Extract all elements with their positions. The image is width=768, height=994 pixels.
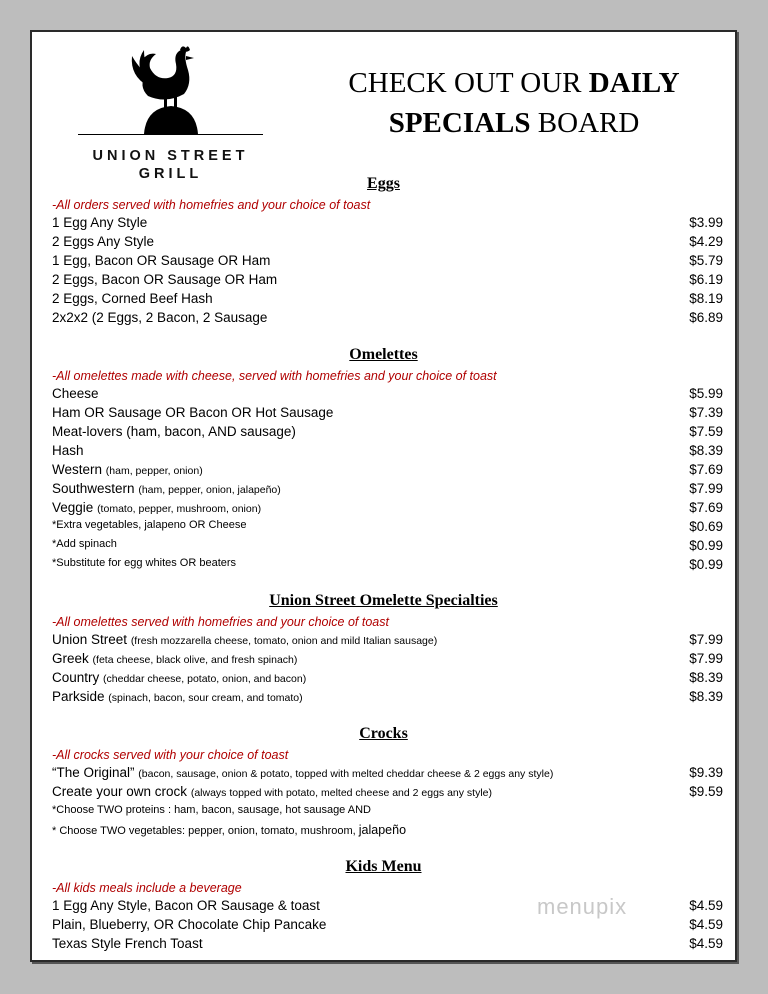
item-price: $7.99: [689, 651, 723, 666]
item-price: $5.99: [689, 386, 723, 401]
item-price: $8.19: [689, 291, 723, 306]
item-description: (always topped with potato, melted cheese and 2 eggs any style): [190, 787, 493, 799]
logo-divider: [78, 134, 263, 135]
item-description: (feta cheese, black olive, and fresh spinach): [92, 654, 298, 666]
item-price: $4.29: [689, 234, 723, 249]
item-price: $7.39: [689, 405, 723, 420]
headline-part1: CHECK OUT OUR: [348, 67, 589, 99]
item-price: $7.59: [689, 424, 723, 439]
crock-vegetables-text: * Choose TWO vegetables: pepper, onion, tomato, mushroom,: [52, 825, 359, 837]
item-name-wrap: [52, 765, 553, 780]
item-price: $4.59: [689, 917, 723, 932]
item-price: $4.59: [689, 898, 723, 913]
menu-item: [52, 784, 723, 803]
item-price: $5.79: [689, 253, 723, 268]
menu-item: [52, 310, 723, 329]
item-name-wrap: [52, 784, 492, 799]
menu-item: [52, 253, 723, 272]
menu-item: [52, 291, 723, 310]
item-description: (ham, pepper, onion): [105, 465, 203, 477]
item-price: $0.99: [689, 557, 723, 572]
item-name: Southwestern: [52, 481, 135, 496]
menupix-watermark: menupix: [537, 894, 628, 919]
logo-name-line1: UNION STREET: [92, 148, 249, 164]
logo-name-line2: GRILL: [138, 166, 203, 182]
menu-item: [52, 689, 723, 708]
menu-item: [52, 538, 723, 557]
item-description: (ham, pepper, onion, jalapeño): [138, 484, 281, 496]
item-description: (bacon, sausage, onion & potato, topped with melted cheddar cheese & 2 eggs any style): [138, 768, 554, 780]
item-name: Cheese: [52, 386, 99, 401]
item-name-wrap: [52, 632, 437, 647]
item-price: $8.39: [689, 670, 723, 685]
item-name: Hash: [52, 443, 84, 458]
menu-item: [52, 215, 723, 234]
item-name: Union Street: [52, 632, 128, 647]
item-name: Meat-lovers (ham, bacon, AND sausage): [52, 424, 296, 439]
item-name: 1 Egg Any Style: [52, 215, 148, 230]
headline-daily: DAILY: [588, 67, 680, 99]
item-name-wrap: [52, 500, 261, 515]
headline-part2: BOARD: [530, 107, 640, 139]
section-note-kids: -All kids meals include a beverage: [52, 881, 242, 895]
menu-page: [30, 30, 737, 962]
item-name-wrap: [52, 651, 297, 666]
item-name: Western: [52, 462, 103, 477]
item-price: $3.99: [689, 215, 723, 230]
item-name-wrap: [52, 689, 303, 704]
headline-line1: [314, 64, 714, 102]
menu-item: [52, 462, 723, 481]
section-note-crocks: -All crocks served with your choice of toast: [52, 748, 289, 762]
item-name: 2x2x2 (2 Eggs, 2 Bacon, 2 Sausage: [52, 310, 268, 325]
item-name: Texas Style French Toast: [52, 936, 203, 951]
item-name: Create your own crock: [52, 784, 188, 799]
item-description: (tomato, pepper, mushroom, onion): [97, 503, 262, 515]
item-name: Plain, Blueberry, OR Chocolate Chip Pancake: [52, 917, 327, 932]
item-name: Ham OR Sausage OR Bacon OR Hot Sausage: [52, 405, 334, 420]
section-title-omelettes: Omelettes: [349, 346, 418, 363]
union-street-grill-logo: [78, 46, 268, 181]
item-price: $7.99: [689, 481, 723, 496]
item-name: 2 Eggs Any Style: [52, 234, 155, 249]
item-description: (spinach, bacon, sour cream, and tomato): [108, 692, 303, 704]
menu-item: [52, 557, 723, 576]
menu-item: [52, 405, 723, 424]
crock-proteins-note: *Choose TWO proteins : ham, bacon, sausage, hot sausage AND: [52, 804, 371, 816]
item-price: $8.39: [689, 689, 723, 704]
item-name: *Add spinach: [52, 538, 117, 550]
headline-specials: SPECIALS: [388, 107, 531, 139]
menu-item: [52, 936, 723, 955]
item-name-wrap: [52, 462, 203, 477]
section-title-eggs: Eggs: [367, 175, 400, 192]
item-name: Veggie: [52, 500, 94, 515]
item-price: $8.39: [689, 443, 723, 458]
item-price: $0.69: [689, 519, 723, 534]
item-name: Country: [52, 670, 100, 685]
menu-item: [52, 765, 723, 784]
menu-item: [52, 272, 723, 291]
item-price: $0.99: [689, 538, 723, 553]
menu-item: [52, 500, 723, 519]
item-name: 2 Eggs, Bacon OR Sausage OR Ham: [52, 272, 278, 287]
item-price: $7.69: [689, 500, 723, 515]
menu-item: [52, 632, 723, 651]
item-name: 1 Egg, Bacon OR Sausage OR Ham: [52, 253, 271, 268]
item-name: 2 Eggs, Corned Beef Hash: [52, 291, 213, 306]
menu-item: [52, 519, 723, 538]
menu-item: [52, 651, 723, 670]
item-price: $7.69: [689, 462, 723, 477]
section-title-kids: Kids Menu: [345, 858, 422, 875]
item-price: $9.39: [689, 765, 723, 780]
section-title-specialties: Union Street Omelette Specialties: [269, 592, 498, 609]
crock-vegetables-note: [52, 823, 406, 837]
section-note-eggs: -All orders served with homefries and your choice of toast: [52, 198, 371, 212]
item-name: 1 Egg Any Style, Bacon OR Sausage & toast: [52, 898, 320, 913]
crock-note: [52, 804, 723, 823]
menu-item: [52, 481, 723, 500]
section-note-omelettes: -All omelettes made with cheese, served with homefries and your choice of toast: [52, 369, 497, 383]
section-title-crocks: Crocks: [359, 725, 408, 742]
item-name: Greek: [52, 651, 89, 666]
item-name: *Extra vegetables, jalapeno OR Cheese: [52, 519, 247, 531]
item-description: (fresh mozzarella cheese, tomato, onion and mild Italian sausage): [130, 635, 438, 647]
item-price: $6.89: [689, 310, 723, 325]
section-note-specialties: -All omelettes served with homefries and your choice of toast: [52, 615, 389, 629]
headline-line2: [314, 104, 714, 142]
crock-note: [52, 823, 723, 842]
menu-item: [52, 234, 723, 253]
menu-item: [52, 443, 723, 462]
item-price: $6.19: [689, 272, 723, 287]
rooster-icon: [126, 46, 216, 136]
item-name-wrap: [52, 481, 281, 496]
item-name: Parkside: [52, 689, 105, 704]
item-price: $7.99: [689, 632, 723, 647]
menu-item: [52, 670, 723, 689]
item-price: $4.59: [689, 936, 723, 951]
crock-vegetables-jalapeno: jalapeño: [358, 823, 407, 837]
item-description: (cheddar cheese, potato, onion, and bacon): [103, 673, 307, 685]
item-name: “The Original”: [52, 765, 135, 780]
item-name: *Substitute for egg whites OR beaters: [52, 557, 237, 569]
menu-item: [52, 424, 723, 443]
item-price: $9.59: [689, 784, 723, 799]
item-name-wrap: [52, 670, 306, 685]
menu-item: [52, 386, 723, 405]
